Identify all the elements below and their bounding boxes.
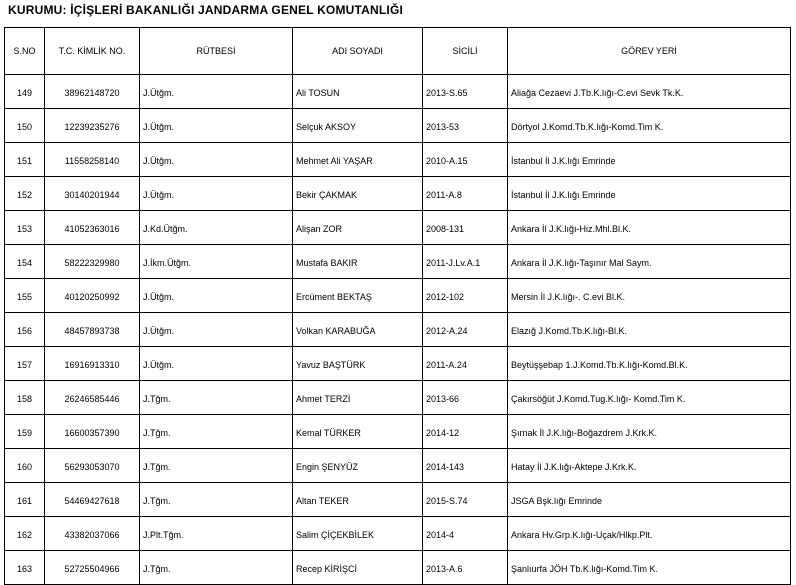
cell-sicil: 2014-143 [423,449,508,483]
table-row [5,279,791,313]
cell-sno: 160 [5,449,45,483]
cell-adi-soyadi: Volkan KARABUĞA [293,313,423,347]
table-row [5,211,791,245]
cell-gorev-yeri: Dörtyol J.Komd.Tb.K.lığı-Komd.Tim K. [508,109,791,143]
table-row [5,551,791,585]
cell-adi-soyadi: Ahmet TERZİ [293,381,423,415]
cell-tc-kimlik: 58222329980 [45,245,140,279]
cell-rutbe: J.Tğm. [140,449,293,483]
cell-sno: 158 [5,381,45,415]
cell-tc-kimlik: 52725504966 [45,551,140,585]
cell-gorev-yeri: İstanbul İl J.K.lığı Emrinde [508,143,791,177]
cell-sicil: 2011-A.8 [423,177,508,211]
cell-sicil: 2011-J.Lv.A.1 [423,245,508,279]
cell-sno: 162 [5,517,45,551]
cell-tc-kimlik: 40120250992 [45,279,140,313]
header-sno: S.NO [5,28,45,75]
cell-gorev-yeri: Çakırsöğüt J.Komd.Tug.K.lığı- Komd.Tim K. [508,381,791,415]
table-row [5,177,791,211]
cell-sicil: 2013-66 [423,381,508,415]
header-rutbe: RÜTBESİ [140,28,293,75]
cell-tc-kimlik: 56293053070 [45,449,140,483]
cell-tc-kimlik: 30140201944 [45,177,140,211]
page-title: KURUMU: İÇİŞLERİ BAKANLIĞI JANDARMA GENEL KOMUTANLIĞI [8,3,404,17]
table-row [5,449,791,483]
table-row [5,517,791,551]
cell-rutbe: J.Tğm. [140,381,293,415]
cell-sicil: 2015-S.74 [423,483,508,517]
cell-gorev-yeri: Şırnak İl J.K.lığı-Boğazdrem J.Krk.K. [508,415,791,449]
cell-gorev-yeri: Ankara İl J.K.lığı-Hiz.Mhl.Bl.K. [508,211,791,245]
cell-tc-kimlik: 48457893738 [45,313,140,347]
cell-sicil: 2010-A.15 [423,143,508,177]
cell-adi-soyadi: Recep KİRİŞCİ [293,551,423,585]
cell-rutbe: J.Tğm. [140,483,293,517]
cell-sicil: 2012-102 [423,279,508,313]
cell-gorev-yeri: Ankara Hv.Grp.K.lığı-Uçak/Hlkp.Plt. [508,517,791,551]
table-row [5,109,791,143]
table-row [5,415,791,449]
table-row [5,347,791,381]
cell-sicil: 2014-12 [423,415,508,449]
cell-sno: 155 [5,279,45,313]
cell-adi-soyadi: Altan TEKER [293,483,423,517]
cell-rutbe: J.Plt.Tğm. [140,517,293,551]
cell-tc-kimlik: 12239235276 [45,109,140,143]
header-adi-soyadi: ADI SOYADI [293,28,423,75]
personnel-table [4,27,791,585]
cell-sno: 151 [5,143,45,177]
cell-sicil: 2008-131 [423,211,508,245]
cell-sicil: 2013-A.6 [423,551,508,585]
cell-tc-kimlik: 38962148720 [45,75,140,109]
cell-sno: 161 [5,483,45,517]
cell-adi-soyadi: Ercüment BEKTAŞ [293,279,423,313]
cell-tc-kimlik: 26246585446 [45,381,140,415]
cell-sicil: 2012-A.24 [423,313,508,347]
cell-rutbe: J.Ütğm. [140,279,293,313]
cell-adi-soyadi: Salim ÇİÇEKBİLEK [293,517,423,551]
cell-sno: 150 [5,109,45,143]
cell-rutbe: J.Tğm. [140,551,293,585]
cell-gorev-yeri: Aliağa Cezaevi J.Tb.K.lığı-C.evi Sevk Tk.K. [508,75,791,109]
cell-sno: 149 [5,75,45,109]
table-row [5,75,791,109]
cell-tc-kimlik: 43382037066 [45,517,140,551]
cell-sicil: 2013-53 [423,109,508,143]
cell-adi-soyadi: Mehmet Ali YAŞAR [293,143,423,177]
cell-adi-soyadi: Engin ŞENYÜZ [293,449,423,483]
table-row [5,143,791,177]
cell-rutbe: J.Tğm. [140,415,293,449]
cell-rutbe: J.Kd.Ütğm. [140,211,293,245]
header-tc-kimlik: T.C. KİMLİK NO. [45,28,140,75]
cell-tc-kimlik: 54469427618 [45,483,140,517]
cell-sno: 159 [5,415,45,449]
cell-rutbe: J.İkm.Ütğm. [140,245,293,279]
cell-gorev-yeri: Ankara İl J.K.lığı-Taşınır Mal Saym. [508,245,791,279]
cell-tc-kimlik: 16916913310 [45,347,140,381]
cell-sno: 153 [5,211,45,245]
cell-adi-soyadi: Ali TOSUN [293,75,423,109]
cell-rutbe: J.Ütğm. [140,109,293,143]
cell-gorev-yeri: İstanbul İl J.K.lığı Emrinde [508,177,791,211]
cell-gorev-yeri: JSGA Bşk.lığı Emrinde [508,483,791,517]
cell-sno: 154 [5,245,45,279]
cell-tc-kimlik: 16600357390 [45,415,140,449]
cell-rutbe: J.Ütğm. [140,313,293,347]
cell-adi-soyadi: Bekir ÇAKMAK [293,177,423,211]
header-sicil: SİCİLİ [423,28,508,75]
cell-sno: 156 [5,313,45,347]
cell-sno: 163 [5,551,45,585]
cell-adi-soyadi: Selçuk AKSOY [293,109,423,143]
cell-rutbe: J.Ütğm. [140,75,293,109]
table-row [5,245,791,279]
cell-gorev-yeri: Beytüşşebap 1.J.Komd.Tb.K.lığı-Komd.Bl.K. [508,347,791,381]
cell-sicil: 2014-4 [423,517,508,551]
cell-sicil: 2011-A.24 [423,347,508,381]
header-gorev-yeri: GÖREV YERİ [508,28,791,75]
cell-adi-soyadi: Mustafa BAKIR [293,245,423,279]
cell-sicil: 2013-S.65 [423,75,508,109]
table-row [5,381,791,415]
cell-tc-kimlik: 41052363016 [45,211,140,245]
table-row [5,483,791,517]
cell-sno: 157 [5,347,45,381]
cell-gorev-yeri: Mersin İl J.K.lığı-. C.evi Bl.K. [508,279,791,313]
cell-adi-soyadi: Yavuz BAŞTÜRK [293,347,423,381]
cell-gorev-yeri: Hatay İl J.K.lığı-Aktepe J.Krk.K. [508,449,791,483]
cell-rutbe: J.Ütğm. [140,143,293,177]
cell-gorev-yeri: Elazığ J.Komd.Tb.K.lığı-Bl.K. [508,313,791,347]
cell-tc-kimlik: 11558258140 [45,143,140,177]
cell-adi-soyadi: Alişan ZOR [293,211,423,245]
cell-gorev-yeri: Şanlıurfa JÖH Tb.K.lığı-Komd.Tim K. [508,551,791,585]
cell-sno: 152 [5,177,45,211]
table-row [5,313,791,347]
cell-rutbe: J.Ütğm. [140,347,293,381]
table-header-row [5,28,791,75]
cell-rutbe: J.Ütğm. [140,177,293,211]
cell-adi-soyadi: Kemal TÜRKER [293,415,423,449]
